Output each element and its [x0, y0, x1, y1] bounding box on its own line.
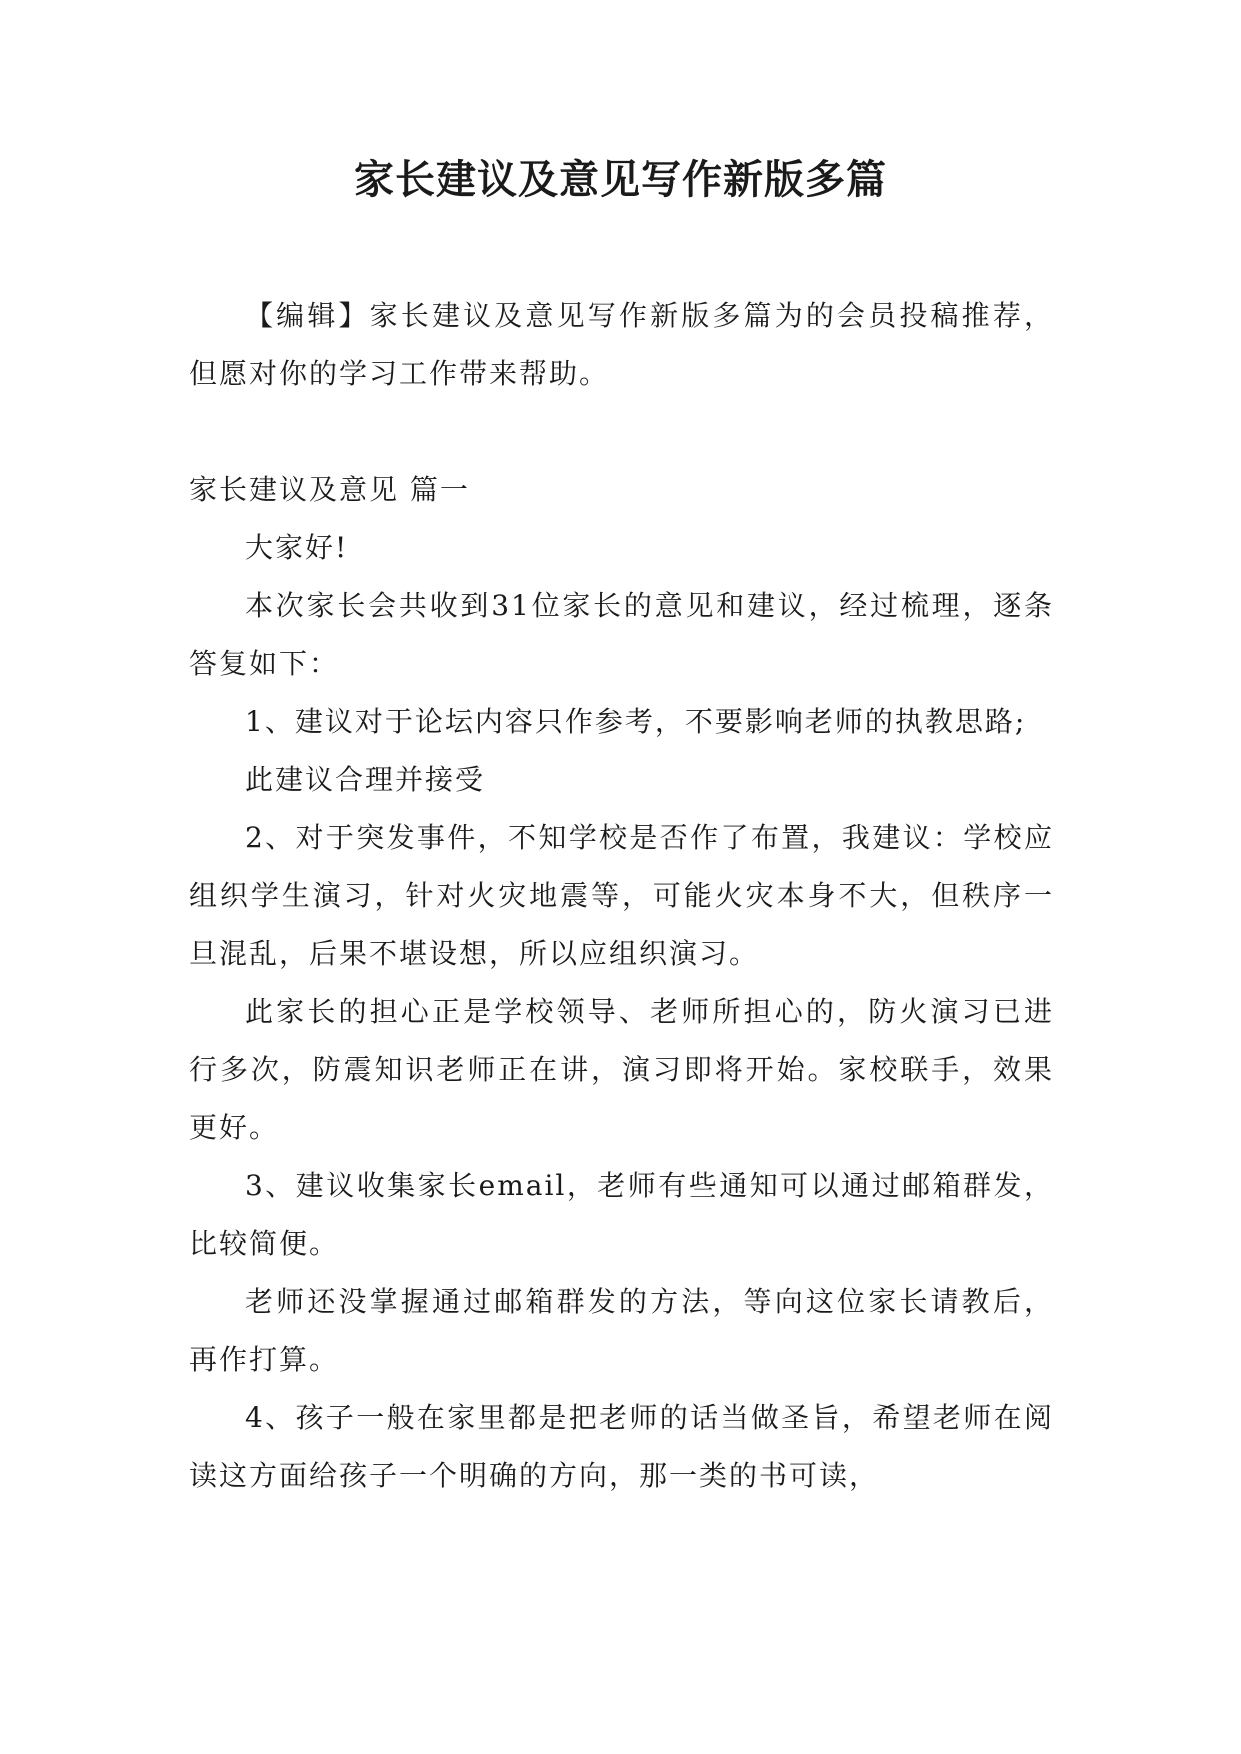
intro-paragraph: 【编辑】家长建议及意见写作新版多篇为的会员投稿推荐，但愿对你的学习工作带来帮助。: [189, 299, 1054, 390]
paragraph: 2、对于突发事件，不知学校是否作了布置，我建议：学校应组织学生演习，针对火灾地震等，可能火灾本身不大，但秩序一旦混乱，后果不堪设想，所以应组织演习。: [189, 821, 1054, 970]
paragraph: 大家好!: [245, 531, 349, 564]
paragraph: 3、建议收集家长email，老师有些通知可以通过邮箱群发，比较简便。: [189, 1169, 1054, 1260]
paragraph: 1、建议对于论坛内容只作参考，不要影响老师的执教思路;: [245, 705, 1027, 738]
document-body: [189, 287, 1054, 1505]
paragraph: 本次家长会共收到31位家长的意见和建议，经过梳理，逐条答复如下：: [189, 589, 1054, 680]
paragraph: 此家长的担心正是学校领导、老师所担心的，防火演习已进行多次，防震知识老师正在讲，演习即将开始。家校联手，效果更好。: [189, 995, 1054, 1144]
paragraph: 此建议合理并接受: [245, 763, 486, 796]
paragraph: 老师还没掌握通过邮箱群发的方法，等向这位家长请教后，再作打算。: [189, 1285, 1054, 1376]
paragraph: 4、孩子一般在家里都是把老师的话当做圣旨，希望老师在阅读这方面给孩子一个明确的方向，那一类的书可读，: [189, 1401, 1054, 1492]
section-heading: 家长建议及意见 篇一: [189, 473, 470, 506]
document-title: 家长建议及意见写作新版多篇: [354, 156, 887, 203]
